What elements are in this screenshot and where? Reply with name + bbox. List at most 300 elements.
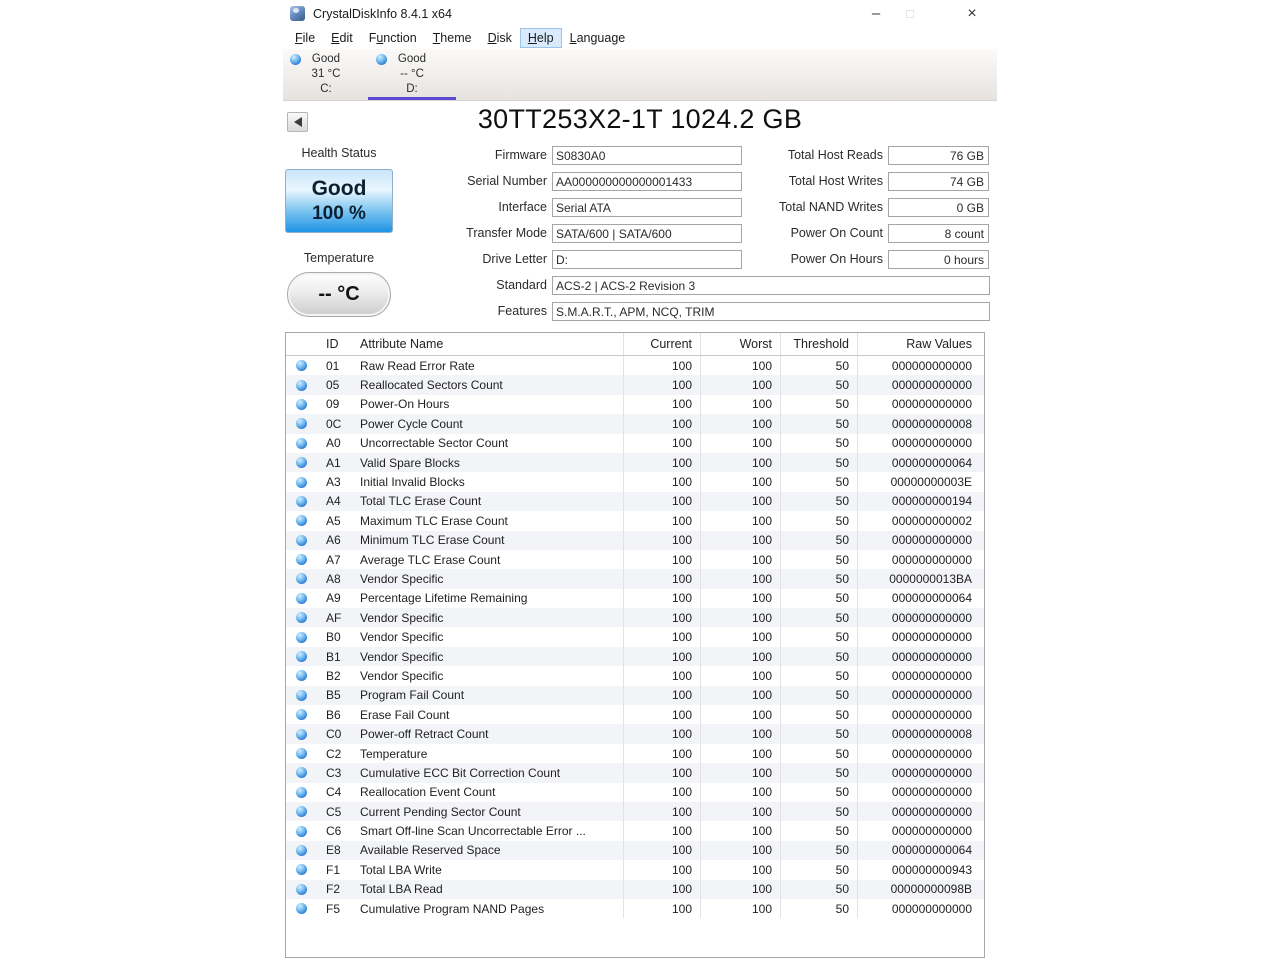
smart-table-row[interactable] [286,802,984,821]
drive-tab-letter: C: [320,83,332,95]
attribute-name: Power-On Hours [358,395,624,414]
attribute-name: Total LBA Read [358,880,624,899]
row-status-cell [286,492,316,511]
attribute-current: 100 [624,550,701,569]
drive-tab[interactable] [283,49,369,100]
attribute-threshold: 50 [781,724,858,743]
status-orb-icon [296,767,307,778]
attribute-threshold: 50 [781,744,858,763]
field-row [283,246,742,272]
menu-item[interactable] [520,28,562,48]
smart-table-row[interactable] [286,511,984,530]
row-status-cell [286,880,316,899]
row-status-cell [286,608,316,627]
attribute-id: B5 [326,688,341,703]
smart-table-body [286,356,984,918]
field-row [283,298,990,324]
menu-item[interactable] [287,28,323,48]
health-status-value: Good [311,177,367,200]
attribute-name: Reallocation Event Count [358,783,624,802]
field-value-box: S.M.A.R.T., APM, NCQ, TRIM [552,302,990,321]
attribute-threshold: 50 [781,705,858,724]
smart-table-row[interactable] [286,531,984,550]
attribute-raw-value: 000000000000 [891,765,972,780]
status-orb-icon [296,729,307,740]
row-status-cell [286,802,316,821]
crystaldiskinfo-window [283,0,997,960]
row-status-cell [286,453,316,472]
close-button[interactable]: × [967,4,977,22]
status-orb-icon [296,457,307,468]
field-value-box: 8 count [888,224,989,243]
field-value-box: ACS-2 | ACS-2 Revision 3 [552,276,990,295]
drive-info-fields-right [766,142,989,272]
attribute-current: 100 [624,783,701,802]
header-attribute-name: Attribute Name [358,333,624,355]
status-orb-icon [296,845,307,856]
attribute-name: Valid Spare Blocks [358,453,624,472]
attribute-current: 100 [624,414,701,433]
attribute-name: Total LBA Write [358,860,624,879]
status-orb-icon [296,826,307,837]
attribute-threshold: 50 [781,666,858,685]
attribute-name: Maximum TLC Erase Count [358,511,624,530]
attribute-current: 100 [624,841,701,860]
attribute-name: Average TLC Erase Count [358,550,624,569]
attribute-worst: 100 [701,802,781,821]
attribute-raw-value: 000000000000 [891,397,972,412]
field-row [766,246,989,272]
attribute-threshold: 50 [781,414,858,433]
attribute-current: 100 [624,531,701,550]
field-row [766,142,989,168]
row-status-cell [286,472,316,491]
row-status-cell [286,763,316,782]
field-label: Standard [496,278,547,292]
status-orb-icon [296,903,307,914]
attribute-id: A5 [326,513,341,528]
header-worst: Worst [701,333,781,355]
attribute-name: Minimum TLC Erase Count [358,531,624,550]
attribute-current: 100 [624,686,701,705]
attribute-name: Smart Off-line Scan Uncorrectable Error ... [358,821,624,840]
status-orb-icon [296,787,307,798]
attribute-worst: 100 [701,627,781,646]
attribute-id: A7 [326,552,341,567]
menu-item[interactable] [562,28,634,48]
attribute-raw-value: 000000000000 [891,610,972,625]
smart-table-row[interactable] [286,569,984,588]
row-status-cell [286,531,316,550]
smart-table-row[interactable] [286,414,984,433]
attribute-worst: 100 [701,589,781,608]
status-orb-icon [296,884,307,895]
attribute-worst: 100 [701,860,781,879]
menu-item-post: heme [440,31,472,45]
row-status-cell [286,395,316,414]
attribute-raw-value: 000000000064 [891,455,972,470]
attribute-threshold: 50 [781,375,858,394]
attribute-id: 0C [326,416,342,431]
menu-item[interactable] [425,28,480,48]
attribute-name: Cumulative ECC Bit Correction Count [358,763,624,782]
header-raw-values: Raw Values [906,337,972,351]
attribute-worst: 100 [701,841,781,860]
attribute-current: 100 [624,569,701,588]
field-row [766,194,989,220]
header-current: Current [624,333,701,355]
field-value-box: D: [552,250,742,269]
status-orb-icon [296,670,307,681]
field-label: Drive Letter [482,252,547,266]
row-status-cell [286,627,316,646]
attribute-current: 100 [624,453,701,472]
attribute-worst: 100 [701,744,781,763]
attribute-current: 100 [624,492,701,511]
smart-table-row[interactable] [286,472,984,491]
menu-item-post: ile [302,31,316,45]
attribute-name: Vendor Specific [358,608,624,627]
smart-table-row[interactable] [286,821,984,840]
attribute-raw-value: 000000000000 [891,649,972,664]
status-orb-icon [296,477,307,488]
drive-tab-status-row [369,52,455,67]
attribute-raw-value: 000000000000 [891,901,972,916]
attribute-threshold: 50 [781,492,858,511]
row-status-cell [286,589,316,608]
field-row [283,142,742,168]
attribute-threshold: 50 [781,356,858,375]
attribute-threshold: 50 [781,589,858,608]
smart-table-row[interactable] [286,880,984,899]
attribute-raw-value: 000000000000 [891,824,972,839]
attribute-name: Current Pending Sector Count [358,802,624,821]
attribute-raw-value: 000000000000 [891,533,972,548]
attribute-current: 100 [624,472,701,491]
attribute-worst: 100 [701,724,781,743]
drive-info-fields-wide [283,272,990,324]
status-orb-icon [296,612,307,623]
attribute-threshold: 50 [781,686,858,705]
attribute-name: Total TLC Erase Count [358,492,624,511]
attribute-id: A4 [326,494,341,509]
attribute-id: A9 [326,591,341,606]
attribute-current: 100 [624,395,701,414]
smart-table-row[interactable] [286,705,984,724]
field-value-box: Serial ATA [552,198,742,217]
attribute-id: A0 [326,436,341,451]
attribute-threshold: 50 [781,860,858,879]
attribute-threshold: 50 [781,395,858,414]
menu-item[interactable] [480,28,520,48]
attribute-raw-value: 00000000003E [890,475,972,490]
attribute-id: C3 [326,765,342,780]
attribute-id: 05 [326,378,340,393]
drive-tab-temperature: -- °C [400,68,424,80]
status-orb-icon [296,864,307,875]
menu-item-accelerator: u [376,31,384,45]
attribute-worst: 100 [701,375,781,394]
row-status-cell [286,356,316,375]
status-orb-icon [296,515,307,526]
smart-table-row[interactable] [286,763,984,782]
attribute-name: Vendor Specific [358,666,624,685]
status-orb-icon [296,399,307,410]
attribute-current: 100 [624,647,701,666]
menu-item-pre: F [368,31,377,45]
health-status-percent: 100 % [312,203,366,224]
field-label: Power On Hours [790,252,883,266]
drive-tab-status: Good [311,53,341,65]
attribute-name: Percentage Lifetime Remaining [358,589,624,608]
menu-item-accelerator: T [432,31,441,45]
smart-table-row[interactable] [286,608,984,627]
attribute-worst: 100 [701,356,781,375]
smart-table-header [286,333,984,356]
attribute-id: 01 [326,358,340,373]
attribute-worst: 100 [701,550,781,569]
smart-table-row[interactable] [286,724,984,743]
attribute-threshold: 50 [781,783,858,802]
field-label: Interface [498,200,547,214]
attribute-worst: 100 [701,783,781,802]
field-row [283,220,742,246]
attribute-name: Raw Read Error Rate [358,356,624,375]
attribute-raw-value: 000000000000 [891,746,972,761]
attribute-raw-value: 000000000000 [891,668,972,683]
drive-tab-status-row [283,52,369,67]
attribute-threshold: 50 [781,550,858,569]
attribute-threshold: 50 [781,821,858,840]
row-status-cell [286,783,316,802]
drive-tab[interactable] [369,49,455,100]
drive-tab-letter: D: [406,83,418,95]
attribute-name: Uncorrectable Sector Count [358,434,624,453]
attribute-raw-value: 0000000013BA [889,571,972,586]
header-status-column [286,333,316,355]
row-status-cell [286,724,316,743]
row-status-cell [286,666,316,685]
field-row [283,194,742,220]
attribute-name: Erase Fail Count [358,705,624,724]
attribute-worst: 100 [701,705,781,724]
attribute-worst: 100 [701,531,781,550]
attribute-threshold: 50 [781,647,858,666]
attribute-raw-value: 000000000194 [891,494,972,509]
attribute-worst: 100 [701,414,781,433]
health-status-label: Health Status [301,146,377,160]
row-status-cell [286,899,316,918]
smart-table-row[interactable] [286,492,984,511]
smart-table-row[interactable] [286,783,984,802]
menu-item-post: anguage [576,31,626,45]
attribute-id: 09 [326,397,340,412]
status-orb-icon [296,438,307,449]
attribute-raw-value: 000000000008 [891,416,972,431]
smart-table-row[interactable] [286,434,984,453]
menu-item-post: elp [536,31,554,45]
smart-attribute-table [285,332,985,958]
attribute-raw-value: 000000000000 [891,630,972,645]
menu-item[interactable] [323,28,361,48]
attribute-raw-value: 000000000064 [891,843,972,858]
attribute-current: 100 [624,705,701,724]
smart-table-row[interactable] [286,666,984,685]
attribute-worst: 100 [701,608,781,627]
attribute-worst: 100 [701,763,781,782]
row-status-cell [286,686,316,705]
attribute-raw-value: 000000000000 [891,358,972,373]
attribute-current: 100 [624,899,701,918]
status-orb-icon [296,651,307,662]
attribute-threshold: 50 [781,880,858,899]
attribute-id: B0 [326,630,341,645]
attribute-current: 100 [624,511,701,530]
attribute-raw-value: 000000000000 [891,436,972,451]
row-status-cell [286,705,316,724]
attribute-worst: 100 [701,899,781,918]
attribute-current: 100 [624,724,701,743]
smart-table-row[interactable] [286,375,984,394]
field-row [283,168,742,194]
field-label: Total NAND Writes [779,200,883,214]
attribute-raw-value: 000000000000 [891,804,972,819]
attribute-name: Power Cycle Count [358,414,624,433]
row-status-cell [286,511,316,530]
attribute-id: F5 [326,901,341,916]
status-orb-icon [296,632,307,643]
status-orb-icon [296,535,307,546]
attribute-current: 100 [624,744,701,763]
attribute-name: Power-off Retract Count [358,724,624,743]
attribute-raw-value: 000000000002 [891,513,972,528]
field-label: Features [497,304,547,318]
field-label: Firmware [494,148,547,162]
attribute-id: AF [326,610,342,625]
drive-tab-bar [283,49,997,101]
menu-item[interactable] [361,28,425,48]
status-orb-icon [296,573,307,584]
attribute-raw-value: 000000000000 [891,552,972,567]
attribute-threshold: 50 [781,802,858,821]
attribute-threshold: 50 [781,453,858,472]
status-orb-icon [296,748,307,759]
field-value-box: S0830A0 [552,146,742,165]
attribute-worst: 100 [701,666,781,685]
attribute-id: A6 [326,533,341,548]
smart-table-row[interactable] [286,356,984,375]
status-orb-icon [296,496,307,507]
attribute-id: A3 [326,475,341,490]
row-status-cell [286,375,316,394]
smart-table-row[interactable] [286,899,984,918]
attribute-name: Vendor Specific [358,647,624,666]
drive-tab-status: Good [397,53,427,65]
smart-table-row[interactable] [286,860,984,879]
attribute-current: 100 [624,608,701,627]
row-status-cell [286,550,316,569]
attribute-name: Temperature [358,744,624,763]
attribute-name: Available Reserved Space [358,841,624,860]
field-label: Total Host Writes [788,174,883,188]
attribute-worst: 100 [701,453,781,472]
smart-table-row[interactable] [286,686,984,705]
maximize-button[interactable]: □ [906,6,914,21]
attribute-id: C2 [326,746,342,761]
temperature-label: Temperature [303,251,375,265]
smart-table-row[interactable] [286,453,984,472]
smart-table-row[interactable] [286,550,984,569]
attribute-current: 100 [624,589,701,608]
menu-item-post: nction [383,31,417,45]
smart-table-row[interactable] [286,647,984,666]
field-label: Transfer Mode [466,226,547,240]
field-label: Power On Count [790,226,883,240]
attribute-id: A8 [326,571,341,586]
field-value-box: 76 GB [888,146,989,165]
attribute-name: Program Fail Count [358,686,624,705]
attribute-raw-value: 00000000098B [890,882,972,897]
attribute-worst: 100 [701,686,781,705]
attribute-id: B6 [326,707,341,722]
attribute-threshold: 50 [781,608,858,627]
attribute-id: E8 [326,843,341,858]
menu-item-accelerator: L [569,31,577,45]
smart-table-row[interactable] [286,841,984,860]
attribute-current: 100 [624,763,701,782]
menu-bar [283,27,997,49]
smart-table-row[interactable] [286,395,984,414]
minimize-button[interactable]: – [871,5,881,22]
attribute-id: C5 [326,804,342,819]
attribute-threshold: 50 [781,899,858,918]
attribute-raw-value: 000000000000 [891,378,972,393]
smart-table-row[interactable] [286,744,984,763]
app-icon [290,6,305,21]
status-orb-icon [296,360,307,371]
header-threshold: Threshold [781,333,858,355]
smart-table-row[interactable] [286,589,984,608]
title-bar [283,0,997,27]
status-orb-icon [296,709,307,720]
attribute-name: Vendor Specific [358,569,624,588]
smart-table-row[interactable] [286,627,984,646]
drive-info-fields-left [283,142,742,272]
status-orb-icon [296,380,307,391]
menu-item-accelerator: E [331,31,340,45]
status-orb-icon [296,593,307,604]
row-status-cell [286,841,316,860]
attribute-threshold: 50 [781,472,858,491]
attribute-current: 100 [624,880,701,899]
attribute-worst: 100 [701,472,781,491]
row-status-cell [286,434,316,453]
attribute-name: Cumulative Program NAND Pages [358,899,624,918]
window-controls [859,0,997,27]
menu-item-post: isk [496,31,512,45]
row-status-cell [286,821,316,840]
status-orb-icon [296,554,307,565]
field-value-box: AA000000000000001433 [552,172,742,191]
attribute-current: 100 [624,666,701,685]
attribute-raw-value: 000000000064 [891,591,972,606]
attribute-name: Initial Invalid Blocks [358,472,624,491]
row-status-cell [286,569,316,588]
field-label: Total Host Reads [787,148,883,162]
attribute-threshold: 50 [781,531,858,550]
attribute-id: F2 [326,882,341,897]
attribute-id: C6 [326,824,342,839]
